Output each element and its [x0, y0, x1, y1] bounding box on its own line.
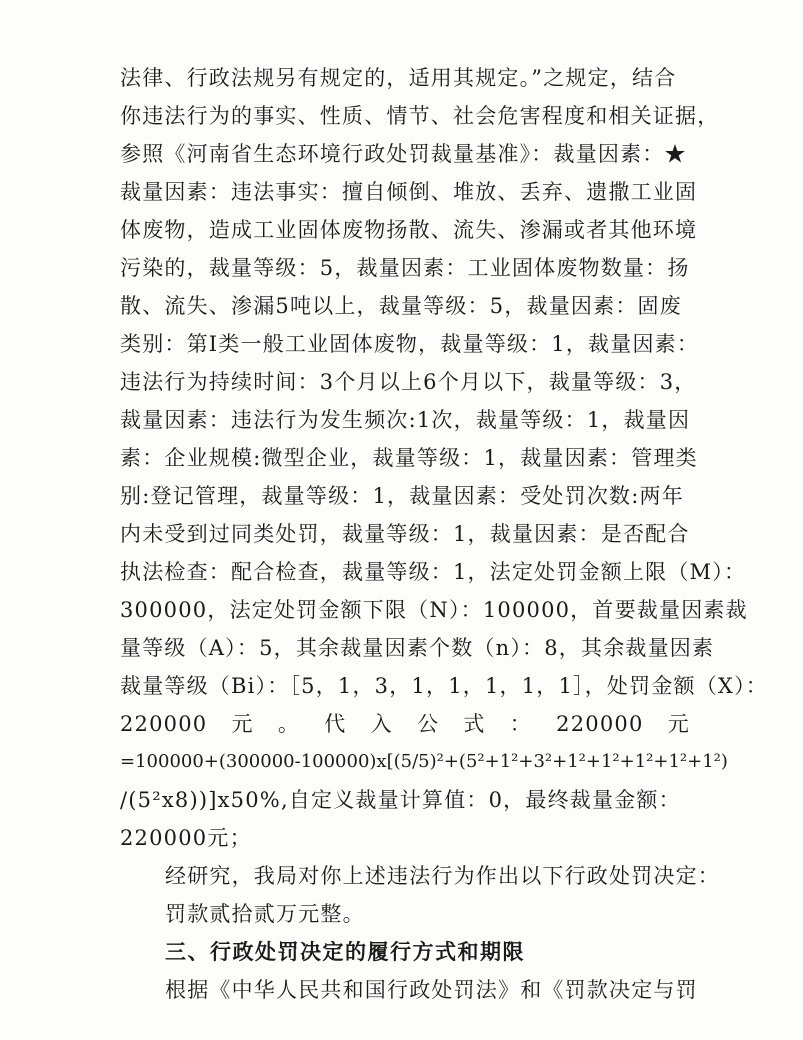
text-line: 根据《中华人民共和国行政处罚法》和《罚款决定与罚 [165, 978, 698, 1002]
spread-token: 公 [417, 712, 440, 736]
text-line: 散、流失、渗漏5吨以上，裁量等级：5，裁量因素：固废 [120, 294, 682, 318]
spread-token: 元 [231, 712, 254, 736]
formula-line: =100000+(300000-100000)x[(5/5)²+(5²+1²+3²+1²+1²+1²+1²+1²) [120, 751, 728, 772]
text-line: 裁量因素：违法事实：擅自倾倒、堆放、丢弃、遗撒工业固 [120, 180, 698, 204]
spread-text-line [120, 709, 690, 739]
spread-token: 入 [370, 712, 393, 736]
spread-token: 。 [277, 712, 301, 736]
text-line: 污染的，裁量等级：5，裁量因素：工业固体废物数量：扬 [120, 256, 690, 280]
text-line: 量等级（A）：5，其余裁量因素个数（n）：8，其余裁量因素 [120, 636, 715, 660]
spread-token: ： [509, 712, 532, 736]
text-line: 别:登记管理，裁量等级：1，裁量因素：受处罚次数:两年 [120, 484, 684, 508]
text-line: 违法行为持续时间：3个月以上6个月以下，裁量等级：3， [120, 370, 697, 394]
text-line: 执法检查：配合检查，裁量等级：1，法定处罚金额上限（M）： [120, 560, 747, 584]
text-line: 素：企业规模:微型企业，裁量等级：1，裁量因素：管理类 [120, 446, 698, 470]
spread-token: 式 [463, 712, 486, 736]
text-line: 参照《河南省生态环境行政处罚裁量基准》：裁量因素：★ [120, 142, 687, 166]
decision-intro: 经研究，我局对你上述违法行为作出以下行政处罚决定： [165, 864, 720, 888]
text-line: 裁量因素：违法行为发生频次:1次，裁量等级：1，裁量因 [120, 408, 691, 432]
spread-token: 代 [324, 712, 347, 736]
text-line: 300000，法定处罚金额下限（N）：100000，首要裁量因素裁 [120, 598, 748, 622]
section-heading: 三、行政处罚决定的履行方式和期限 [165, 940, 525, 964]
final-amount-line: 220000元； [120, 826, 252, 850]
text-line: 体废物，造成工业固体废物扬散、流失、渗漏或者其他环境 [120, 218, 698, 242]
spread-token: 220000 [120, 712, 208, 736]
spread-token: 220000 [556, 712, 644, 736]
spread-token: 元 [667, 712, 690, 736]
text-line: 法律、行政法规另有规定的，适用其规定。”之规定，结合 [120, 66, 677, 90]
text-line: 你违法行为的事实、性质、情节、社会危害程度和相关证据， [120, 104, 720, 128]
text-line: 内未受到过同类处罚，裁量等级：1，裁量因素：是否配合 [120, 522, 690, 546]
decision-text: 罚款贰拾贰万元整。 [165, 902, 365, 926]
text-line: 类别：第Ⅰ类一般工业固体废物，裁量等级：1，裁量因素： [120, 332, 700, 356]
text-line: 裁量等级（Bi）：［5，1，3，1，1，1，1，1］，处罚金额（X）： [120, 674, 768, 698]
formula-tail-line: /(5²x8))]x50%,自定义裁量计算值：0，最终裁量金额： [120, 788, 681, 812]
